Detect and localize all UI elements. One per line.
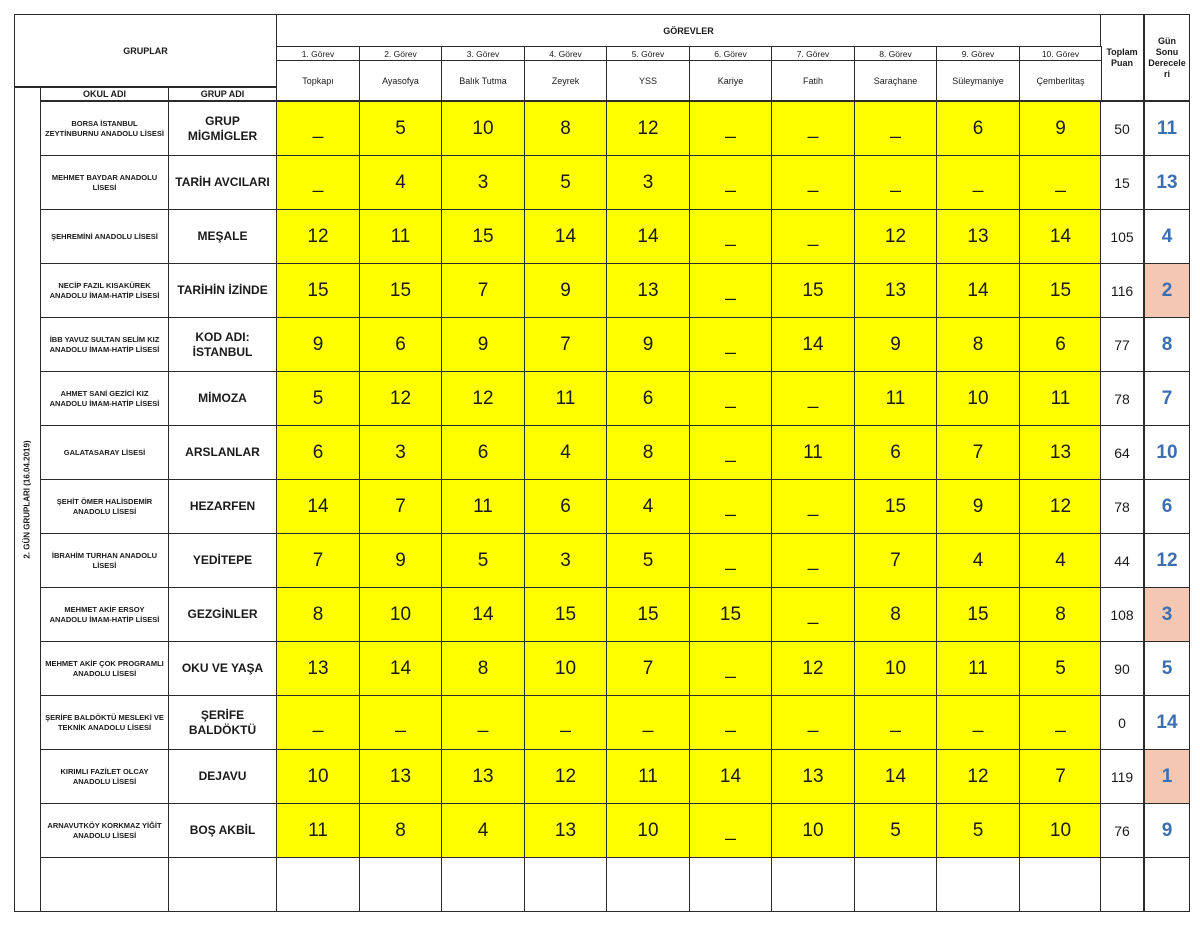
score-cell: 13: [936, 209, 1020, 264]
score-cell: 7: [1019, 749, 1102, 804]
score-cell: _: [689, 101, 772, 156]
score-cell: 4: [1019, 533, 1102, 588]
task-name-5: YSS: [606, 60, 690, 101]
school-name: MEHMET AKİF ERSOY ANADOLU İMAM-HATİP LİSESİ: [40, 587, 169, 642]
score-cell: 15: [1019, 263, 1102, 318]
rank-cell: 2: [1143, 263, 1190, 318]
group-name: MEŞALE: [168, 209, 277, 264]
total-score: 0: [1100, 695, 1144, 750]
score-cell: 15: [854, 479, 937, 534]
score-cell: _: [771, 101, 855, 156]
score-cell: 11: [854, 371, 937, 426]
school-name: KIRIMLI FAZİLET OLCAY ANADOLU LİSESİ: [40, 749, 169, 804]
score-cell: 10: [359, 587, 442, 642]
task-name-10: Çemberlitaş: [1019, 60, 1102, 101]
task-number-3: 3. Görev: [441, 46, 525, 61]
score-cell: 7: [441, 263, 525, 318]
score-cell: 10: [771, 803, 855, 858]
group-name: DEJAVU: [168, 749, 277, 804]
score-cell: 10: [936, 371, 1020, 426]
gruplar-header: GRUPLAR: [14, 14, 277, 87]
score-table: [14, 14, 1190, 912]
score-cell: 15: [689, 587, 772, 642]
total-score: 105: [1100, 209, 1144, 264]
score-cell: 4: [936, 533, 1020, 588]
score-cell: _: [689, 803, 772, 858]
school-name: İBRAHİM TURHAN ANADOLU LİSESİ: [40, 533, 169, 588]
score-cell: _: [771, 587, 855, 642]
group-name: GRUP MİGMİGLER: [168, 101, 277, 156]
score-cell: _: [276, 155, 360, 210]
rank-cell: 5: [1143, 641, 1190, 696]
rank-cell: 9: [1143, 803, 1190, 858]
score-cell: _: [689, 155, 772, 210]
group-name: BOŞ AKBİL: [168, 803, 277, 858]
score-cell: 12: [441, 371, 525, 426]
school-name: AHMET SANİ GEZİCİ KIZ ANADOLU İMAM-HATİP LİSESİ: [40, 371, 169, 426]
total-score: 50: [1100, 101, 1144, 156]
toplam-puan-header: Toplam Puan: [1100, 14, 1144, 101]
score-cell: 15: [771, 263, 855, 318]
empty-cell: [1100, 857, 1144, 912]
task-name-6: Kariye: [689, 60, 772, 101]
score-cell: 13: [854, 263, 937, 318]
total-score: 77: [1100, 317, 1144, 372]
rank-cell: 1: [1143, 749, 1190, 804]
score-cell: _: [524, 695, 607, 750]
task-number-6: 6. Görev: [689, 46, 772, 61]
task-number-1: 1. Görev: [276, 46, 360, 61]
score-cell: 8: [359, 803, 442, 858]
score-cell: 5: [936, 803, 1020, 858]
score-cell: _: [359, 695, 442, 750]
score-cell: 13: [771, 749, 855, 804]
score-cell: 5: [441, 533, 525, 588]
score-cell: 8: [276, 587, 360, 642]
score-cell: _: [771, 371, 855, 426]
rank-cell: 11: [1143, 101, 1190, 156]
task-number-7: 7. Görev: [771, 46, 855, 61]
school-name: ŞERİFE BALDÖKTÜ MESLEKİ VE TEKNİK ANADOLU LİSESİ: [40, 695, 169, 750]
score-cell: 6: [1019, 317, 1102, 372]
total-score: 76: [1100, 803, 1144, 858]
score-cell: 5: [276, 371, 360, 426]
score-cell: 10: [276, 749, 360, 804]
task-name-9: Süleymaniye: [936, 60, 1020, 101]
score-cell: 10: [441, 101, 525, 156]
score-cell: 14: [359, 641, 442, 696]
score-cell: 6: [441, 425, 525, 480]
score-cell: 3: [359, 425, 442, 480]
score-cell: 11: [359, 209, 442, 264]
total-score: 44: [1100, 533, 1144, 588]
score-cell: _: [771, 209, 855, 264]
total-score: 64: [1100, 425, 1144, 480]
score-cell: 14: [936, 263, 1020, 318]
school-name: MEHMET AKİF ÇOK PROGRAMLI ANADOLU LİSESİ: [40, 641, 169, 696]
score-cell: 7: [359, 479, 442, 534]
task-number-8: 8. Görev: [854, 46, 937, 61]
empty-cell: [854, 857, 937, 912]
score-cell: _: [276, 101, 360, 156]
empty-cell: [1019, 857, 1102, 912]
task-name-7: Fatih: [771, 60, 855, 101]
group-name: KOD ADI: İSTANBUL: [168, 317, 277, 372]
group-name: ŞERİFE BALDÖKTÜ: [168, 695, 277, 750]
score-cell: 12: [276, 209, 360, 264]
school-name: İBB YAVUZ SULTAN SELİM KIZ ANADOLU İMAM-HATİP LİSESİ: [40, 317, 169, 372]
score-cell: 13: [1019, 425, 1102, 480]
score-cell: 11: [276, 803, 360, 858]
score-cell: 7: [606, 641, 690, 696]
score-cell: 10: [606, 803, 690, 858]
score-cell: _: [854, 101, 937, 156]
empty-cell: [524, 857, 607, 912]
score-cell: 4: [606, 479, 690, 534]
score-cell: 15: [359, 263, 442, 318]
task-number-2: 2. Görev: [359, 46, 442, 61]
score-cell: 14: [689, 749, 772, 804]
score-cell: _: [606, 695, 690, 750]
score-cell: 7: [854, 533, 937, 588]
score-cell: 9: [276, 317, 360, 372]
rank-cell: 13: [1143, 155, 1190, 210]
score-cell: 14: [771, 317, 855, 372]
task-name-3: Balık Tutma: [441, 60, 525, 101]
score-cell: 6: [936, 101, 1020, 156]
score-cell: 13: [524, 803, 607, 858]
score-cell: _: [689, 425, 772, 480]
score-cell: _: [771, 695, 855, 750]
group-name: HEZARFEN: [168, 479, 277, 534]
score-cell: 4: [441, 803, 525, 858]
task-name-4: Zeyrek: [524, 60, 607, 101]
score-cell: _: [1019, 155, 1102, 210]
group-name: GEZGİNLER: [168, 587, 277, 642]
empty-cell: [441, 857, 525, 912]
score-cell: 12: [854, 209, 937, 264]
task-name-1: Topkapı: [276, 60, 360, 101]
empty-cell: [359, 857, 442, 912]
total-score: 108: [1100, 587, 1144, 642]
score-cell: 3: [524, 533, 607, 588]
task-name-8: Saraçhane: [854, 60, 937, 101]
score-cell: 12: [936, 749, 1020, 804]
score-cell: 12: [524, 749, 607, 804]
group-name: TARİH AVCILARI: [168, 155, 277, 210]
score-cell: 12: [606, 101, 690, 156]
task-number-10: 10. Görev: [1019, 46, 1102, 61]
total-score: 78: [1100, 371, 1144, 426]
day-label: 2. GÜN GRUPLARI (16.04.2019): [22, 439, 32, 559]
score-cell: 5: [854, 803, 937, 858]
score-cell: 15: [606, 587, 690, 642]
score-cell: _: [276, 695, 360, 750]
score-cell: 3: [606, 155, 690, 210]
score-cell: 8: [1019, 587, 1102, 642]
score-cell: 5: [359, 101, 442, 156]
rank-cell: 6: [1143, 479, 1190, 534]
score-cell: 8: [606, 425, 690, 480]
score-cell: 6: [276, 425, 360, 480]
score-cell: 8: [524, 101, 607, 156]
empty-cell: [606, 857, 690, 912]
school-name: ŞEHREMİNİ ANADOLU LİSESİ: [40, 209, 169, 264]
score-cell: 15: [524, 587, 607, 642]
rank-cell: 8: [1143, 317, 1190, 372]
score-cell: 11: [524, 371, 607, 426]
score-cell: _: [854, 155, 937, 210]
score-cell: 11: [441, 479, 525, 534]
score-cell: 9: [524, 263, 607, 318]
score-cell: _: [689, 641, 772, 696]
score-cell: _: [936, 695, 1020, 750]
group-name: OKU VE YAŞA: [168, 641, 277, 696]
score-cell: _: [689, 263, 772, 318]
score-cell: 9: [1019, 101, 1102, 156]
gun-sonu-header: Gün Sonu Derecele ri: [1143, 14, 1190, 101]
task-name-2: Ayasofya: [359, 60, 442, 101]
empty-cell: [689, 857, 772, 912]
score-cell: 15: [441, 209, 525, 264]
score-cell: 6: [854, 425, 937, 480]
score-cell: 5: [606, 533, 690, 588]
task-number-5: 5. Görev: [606, 46, 690, 61]
score-cell: _: [771, 155, 855, 210]
score-cell: 14: [606, 209, 690, 264]
score-cell: 12: [771, 641, 855, 696]
rank-cell: 10: [1143, 425, 1190, 480]
empty-cell: [1143, 857, 1190, 912]
score-cell: _: [689, 479, 772, 534]
total-score: 119: [1100, 749, 1144, 804]
score-cell: 10: [524, 641, 607, 696]
score-cell: 10: [1019, 803, 1102, 858]
score-cell: 10: [854, 641, 937, 696]
total-score: 116: [1100, 263, 1144, 318]
score-cell: 6: [606, 371, 690, 426]
score-cell: 13: [441, 749, 525, 804]
school-name: MEHMET BAYDAR ANADOLU LİSESİ: [40, 155, 169, 210]
score-cell: 6: [359, 317, 442, 372]
score-cell: 6: [524, 479, 607, 534]
task-number-9: 9. Görev: [936, 46, 1020, 61]
rank-cell: 14: [1143, 695, 1190, 750]
score-cell: 9: [936, 479, 1020, 534]
score-cell: _: [689, 209, 772, 264]
task-number-4: 4. Görev: [524, 46, 607, 61]
total-score: 78: [1100, 479, 1144, 534]
score-cell: _: [771, 533, 855, 588]
score-cell: 7: [524, 317, 607, 372]
school-name: BORSA İSTANBUL ZEYTİNBURNU ANADOLU LİSESİ: [40, 101, 169, 156]
score-cell: _: [936, 155, 1020, 210]
gorevler-header: GÖREVLER: [276, 14, 1101, 47]
score-cell: 7: [936, 425, 1020, 480]
score-cell: _: [771, 479, 855, 534]
empty-cell: [771, 857, 855, 912]
rank-cell: 12: [1143, 533, 1190, 588]
score-cell: 9: [441, 317, 525, 372]
score-cell: 15: [276, 263, 360, 318]
score-cell: 12: [359, 371, 442, 426]
okul-adi-header: OKUL ADI: [40, 87, 169, 101]
score-cell: 7: [276, 533, 360, 588]
score-cell: 11: [606, 749, 690, 804]
score-cell: 11: [936, 641, 1020, 696]
rank-cell: 3: [1143, 587, 1190, 642]
group-name: ARSLANLAR: [168, 425, 277, 480]
score-cell: _: [689, 317, 772, 372]
empty-cell: [40, 857, 169, 912]
rank-cell: 4: [1143, 209, 1190, 264]
score-cell: 14: [524, 209, 607, 264]
empty-cell: [936, 857, 1020, 912]
score-cell: _: [689, 533, 772, 588]
score-cell: 8: [936, 317, 1020, 372]
score-cell: 14: [1019, 209, 1102, 264]
score-cell: 11: [1019, 371, 1102, 426]
score-cell: 15: [936, 587, 1020, 642]
school-name: ARNAVUTKÖY KORKMAZ YİĞİT ANADOLU LİSESİ: [40, 803, 169, 858]
total-score: 90: [1100, 641, 1144, 696]
score-cell: 9: [854, 317, 937, 372]
group-name: TARİHİN İZİNDE: [168, 263, 277, 318]
score-cell: 9: [606, 317, 690, 372]
score-cell: 11: [771, 425, 855, 480]
score-cell: _: [854, 695, 937, 750]
score-cell: 9: [359, 533, 442, 588]
score-cell: 8: [854, 587, 937, 642]
score-cell: _: [1019, 695, 1102, 750]
score-cell: 3: [441, 155, 525, 210]
score-cell: 13: [606, 263, 690, 318]
empty-cell: [276, 857, 360, 912]
score-cell: 5: [524, 155, 607, 210]
score-cell: _: [689, 695, 772, 750]
empty-cell: [168, 857, 277, 912]
score-cell: 13: [276, 641, 360, 696]
score-cell: 13: [359, 749, 442, 804]
grup-adi-header: GRUP ADI: [168, 87, 277, 101]
score-cell: 12: [1019, 479, 1102, 534]
group-name: YEDİTEPE: [168, 533, 277, 588]
score-cell: _: [441, 695, 525, 750]
score-cell: 5: [1019, 641, 1102, 696]
score-cell: 14: [854, 749, 937, 804]
group-name: MİMOZA: [168, 371, 277, 426]
score-cell: 14: [441, 587, 525, 642]
rank-cell: 7: [1143, 371, 1190, 426]
score-cell: 8: [441, 641, 525, 696]
school-name: GALATASARAY LİSESİ: [40, 425, 169, 480]
score-cell: 4: [524, 425, 607, 480]
score-cell: _: [689, 371, 772, 426]
school-name: ŞEHİT ÖMER HALİSDEMİR ANADOLU LİSESİ: [40, 479, 169, 534]
score-cell: 14: [276, 479, 360, 534]
school-name: NECİP FAZIL KISAKÜREK ANADOLU İMAM-HATİP LİSESİ: [40, 263, 169, 318]
score-cell: 4: [359, 155, 442, 210]
total-score: 15: [1100, 155, 1144, 210]
